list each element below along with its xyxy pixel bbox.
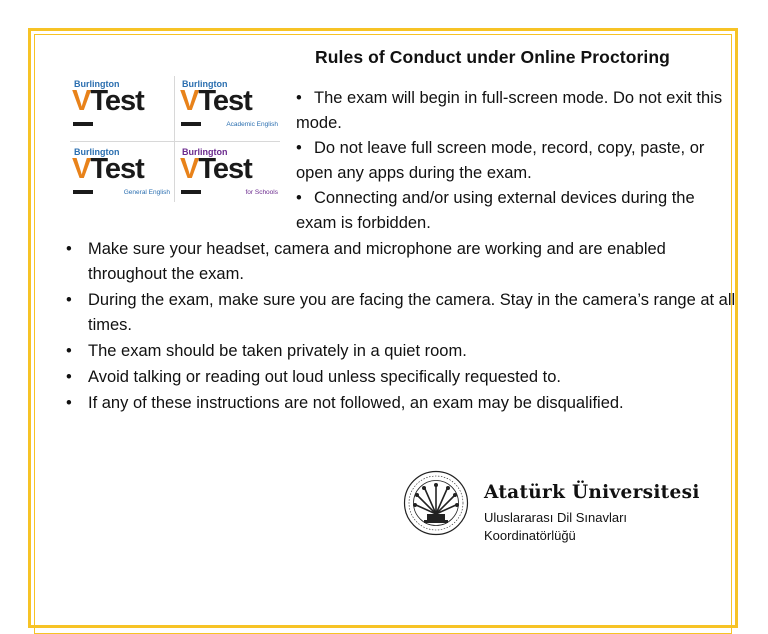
- logo-underline: [181, 122, 201, 126]
- bullet-icon: •: [296, 189, 302, 207]
- list-item: • Avoid talking or reading out loud unless specifically requested to.: [60, 365, 740, 390]
- logo-underline: [73, 122, 93, 126]
- bullet-icon: •: [66, 240, 72, 258]
- side-rules-list: [296, 86, 736, 236]
- logo-divider-vertical: [174, 76, 175, 202]
- university-logo-block: [403, 470, 733, 550]
- list-item: • Connecting and/or using external devices during the exam is forbidden.: [296, 186, 736, 236]
- vtest-general-logo: [70, 144, 174, 208]
- logo-subtitle: General English: [123, 189, 170, 196]
- bullet-icon: •: [66, 291, 72, 309]
- list-item: • Make sure your headset, camera and microphone are working and are enabled throughout the exam.: [60, 237, 740, 287]
- bullet-icon: •: [296, 89, 302, 107]
- logo-brand: Burlington: [74, 147, 120, 157]
- bullet-icon: •: [296, 139, 302, 157]
- vtest-logo: [70, 76, 174, 140]
- logo-wordmark: VTest: [72, 153, 144, 185]
- list-item: • During the exam, make sure you are facing the camera. Stay in the camera’s range at all times.: [60, 288, 740, 338]
- logo-underline: [181, 190, 201, 194]
- vtest-logo-grid: [70, 76, 280, 206]
- logo-subtitle: for Schools: [245, 189, 278, 196]
- page-title: Rules of Conduct under Online Proctoring: [315, 47, 670, 67]
- main-rules-list: [60, 237, 740, 417]
- university-department-line2: Koordinatörlüğü: [484, 528, 576, 543]
- logo-brand: Burlington: [182, 79, 228, 89]
- list-item: • If any of these instructions are not followed, an exam may be disqualified.: [60, 391, 740, 416]
- vtest-academic-logo: [178, 76, 282, 140]
- list-item: • Do not leave full screen mode, record, copy, paste, or open any apps during the exam.: [296, 136, 736, 186]
- list-item: • The exam should be taken privately in a quiet room.: [60, 339, 740, 364]
- university-seal-icon: [403, 470, 469, 536]
- logo-wordmark: VTest: [180, 85, 252, 117]
- university-department-line1: Uluslararası Dil Sınavları: [484, 510, 628, 525]
- university-name: Atatürk Üniversitesi: [484, 482, 700, 503]
- vtest-schools-logo: [178, 144, 282, 208]
- bullet-icon: •: [66, 394, 72, 412]
- logo-subtitle: Academic English: [226, 121, 278, 128]
- logo-underline: [73, 190, 93, 194]
- logo-wordmark: VTest: [72, 85, 144, 117]
- list-item: • The exam will begin in full-screen mode. Do not exit this mode.: [296, 86, 736, 136]
- logo-brand: Burlington: [74, 79, 120, 89]
- logo-divider-horizontal: [70, 141, 280, 142]
- logo-wordmark: VTest: [180, 153, 252, 185]
- bullet-icon: •: [66, 368, 72, 386]
- logo-brand: Burlington: [182, 147, 228, 157]
- bullet-icon: •: [66, 342, 72, 360]
